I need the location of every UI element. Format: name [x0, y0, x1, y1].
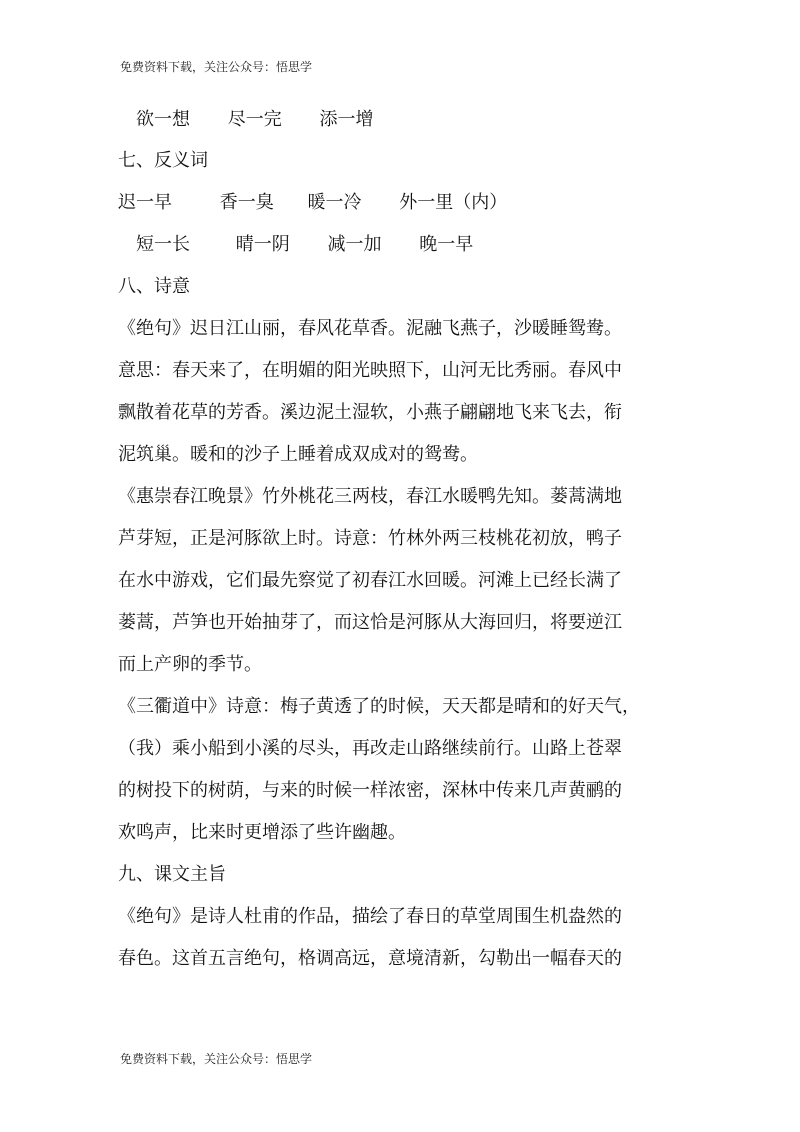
paragraph-line: 泥筑巢。暖和的沙子上睡着成双成对的鸳鸯。 [118, 444, 478, 465]
antonym-pair: 香一臭 [219, 192, 274, 213]
synonym-pair: 添一增 [319, 109, 374, 130]
antonym-pair: 暖一冷 [307, 192, 362, 213]
paragraph-line: 春色。这首五言绝句，格调高远，意境清新，勾勒出一幅春天的 [118, 948, 622, 969]
antonym-pair: 减一加 [327, 234, 382, 255]
section-title-main-idea: 九、课文主旨 [118, 864, 226, 885]
paragraph-line: 在水中游戏，它们最先察觉了初春江水回暖。河滩上已经长满了 [118, 570, 622, 591]
paragraph-line: 《绝句》是诗人杜甫的作品，描绘了春日的草堂周围生机盎然的 [118, 906, 622, 927]
paragraph-line: 飘散着花草的芳香。溪边泥土湿软，小燕子翩翩地飞来飞去，衔 [118, 402, 622, 423]
paragraph-line: 芦芽短，正是河豚欲上时。诗意：竹林外两三枝桃花初放，鸭子 [118, 528, 622, 549]
antonym-pair: 短一长 [136, 234, 190, 255]
paragraph-line: 《三衢道中》诗意：梅子黄透了的时候，天天都是晴和的好天气， [118, 696, 640, 717]
antonym-pair: 迟一早 [118, 192, 172, 213]
antonym-pair: 外一里（内） [399, 192, 508, 213]
paragraph-line: 蒌蒿，芦笋也开始抽芽了，而这恰是河豚从大海回归，将要逆江 [118, 612, 622, 633]
page-footer: 免费资料下载，关注公众号：悟思学 [120, 1052, 313, 1066]
paragraph-line: 欢鸣声，比来时更增添了些许幽趣。 [118, 822, 406, 843]
antonym-pair: 晴一阴 [235, 234, 290, 255]
section-title-antonyms: 七、反义词 [118, 150, 208, 171]
paragraph-line: 《绝句》迟日江山丽，春风花草香。泥融飞燕子，沙暖睡鸳鸯。 [118, 318, 622, 339]
paragraph-line: （我）乘小船到小溪的尽头，再改走山路继续前行。山路上苍翠 [118, 738, 622, 759]
synonym-pair: 欲一想 [136, 109, 190, 130]
antonym-pairs-row-1 [118, 191, 507, 215]
synonym-pair: 尽一完 [227, 109, 282, 130]
paragraph-line: 《惠崇春江晚景》竹外桃花三两枝，春江水暖鸭先知。蒌蒿满地 [118, 486, 622, 507]
antonym-pair: 晚一早 [419, 234, 474, 255]
synonym-pairs-row [136, 108, 373, 132]
section-title-poem-meaning: 八、诗意 [118, 276, 190, 297]
paragraph-line: 而上产卵的季节。 [118, 654, 262, 675]
paragraph-line: 的树投下的树荫，与来的时候一样浓密，深林中传来几声黄鹂的 [118, 780, 622, 801]
antonym-pairs-row-2 [136, 233, 473, 257]
paragraph-line: 意思：春天来了，在明媚的阳光映照下，山河无比秀丽。春风中 [118, 360, 622, 381]
page-header: 免费资料下载，关注公众号：悟思学 [120, 60, 313, 74]
